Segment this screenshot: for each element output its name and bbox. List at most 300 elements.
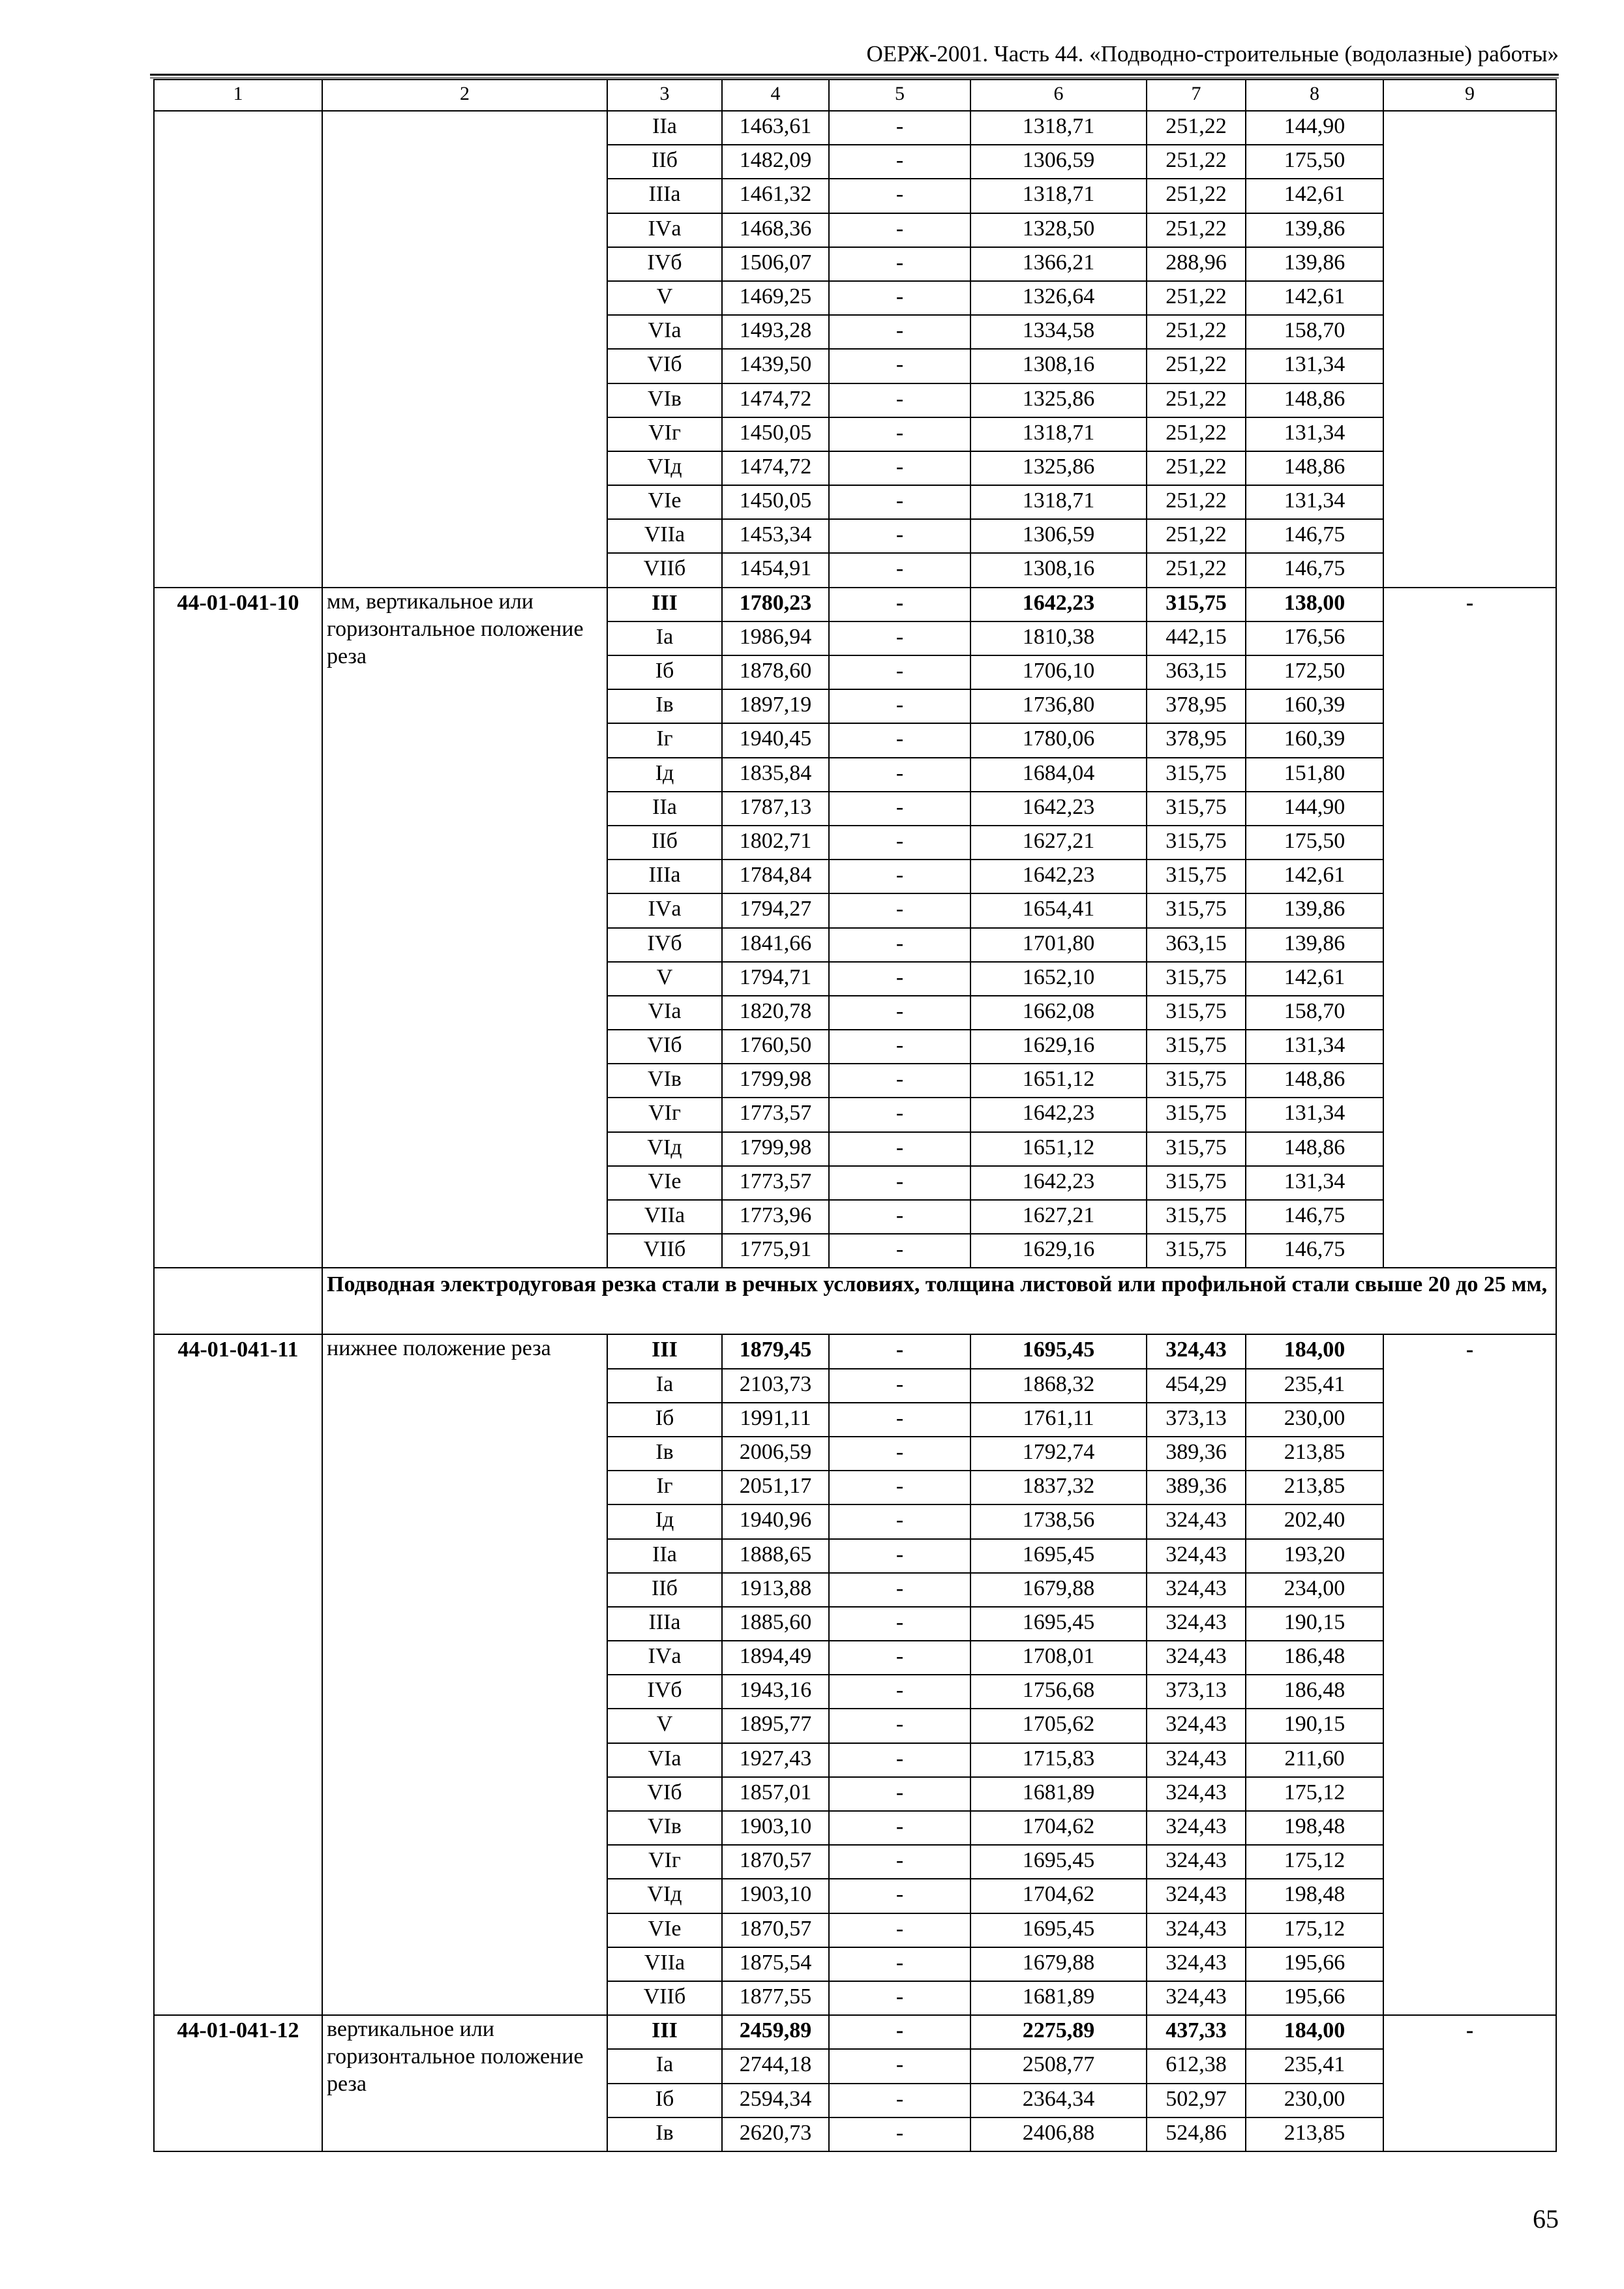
material-cost: 144,90 — [1246, 111, 1383, 145]
wage-cost: - — [829, 485, 970, 519]
material-cost: 175,50 — [1246, 826, 1383, 860]
region-code: III — [607, 2015, 722, 2049]
material-cost: 158,70 — [1246, 315, 1383, 349]
machine-cost: 1695,45 — [970, 1539, 1147, 1573]
total-cost: 1857,01 — [722, 1777, 829, 1811]
machine-cost: 1701,80 — [970, 928, 1147, 962]
operator-wage: 363,15 — [1147, 928, 1246, 962]
region-code: IVа — [607, 893, 722, 927]
machine-cost: 1325,86 — [970, 383, 1147, 417]
wage-cost: - — [829, 655, 970, 689]
material-cost: 211,60 — [1246, 1743, 1383, 1777]
operator-wage: 315,75 — [1147, 758, 1246, 792]
operator-wage: 251,22 — [1147, 145, 1246, 179]
region-code: IIа — [607, 792, 722, 826]
region-code: VIа — [607, 1743, 722, 1777]
total-cost: 1773,57 — [722, 1098, 829, 1131]
operator-wage: 251,22 — [1147, 179, 1246, 213]
operator-wage: 389,36 — [1147, 1437, 1246, 1471]
total-cost: 1875,54 — [722, 1947, 829, 1981]
wage-cost: - — [829, 588, 970, 621]
region-code: VIд — [607, 1132, 722, 1166]
machine-cost: 1629,16 — [970, 1234, 1147, 1268]
wage-cost: - — [829, 723, 970, 757]
total-cost: 2051,17 — [722, 1471, 829, 1504]
total-cost: 2620,73 — [722, 2117, 829, 2151]
machine-cost: 1318,71 — [970, 485, 1147, 519]
column-number: 5 — [829, 80, 970, 111]
total-cost: 1454,91 — [722, 553, 829, 587]
machine-cost: 1318,71 — [970, 417, 1147, 451]
total-cost: 1482,09 — [722, 145, 829, 179]
region-code: Iб — [607, 2084, 722, 2117]
region-code: IIIа — [607, 179, 722, 213]
material-cost: 235,41 — [1246, 2049, 1383, 2083]
column-number: 1 — [154, 80, 322, 111]
machine-cost: 1761,11 — [970, 1403, 1147, 1437]
wage-cost: - — [829, 519, 970, 553]
total-cost: 1897,19 — [722, 689, 829, 723]
total-cost: 1787,13 — [722, 792, 829, 826]
column-number: 9 — [1383, 80, 1556, 111]
norm-code — [154, 111, 322, 588]
operator-wage: 437,33 — [1147, 2015, 1246, 2049]
region-code: VIе — [607, 1166, 722, 1200]
material-cost: 139,86 — [1246, 247, 1383, 281]
material-cost: 148,86 — [1246, 1132, 1383, 1166]
machine-cost: 1642,23 — [970, 860, 1147, 893]
total-cost: 1841,66 — [722, 928, 829, 962]
wage-cost: - — [829, 213, 970, 247]
machine-cost: 1308,16 — [970, 349, 1147, 383]
material-cost: 186,48 — [1246, 1641, 1383, 1675]
total-cost: 1878,60 — [722, 655, 829, 689]
section-spacer-cell — [154, 1268, 322, 1334]
operator-wage: 251,22 — [1147, 213, 1246, 247]
region-code: IIб — [607, 826, 722, 860]
total-cost: 2459,89 — [722, 2015, 829, 2049]
wage-cost: - — [829, 553, 970, 587]
total-cost: 1450,05 — [722, 417, 829, 451]
wage-cost: - — [829, 860, 970, 893]
region-code: VIIб — [607, 1234, 722, 1268]
operator-wage: 251,22 — [1147, 383, 1246, 417]
machine-cost: 1736,80 — [970, 689, 1147, 723]
norm-description — [322, 111, 607, 588]
total-cost: 1802,71 — [722, 826, 829, 860]
operator-wage: 315,75 — [1147, 893, 1246, 927]
operator-wage: 315,75 — [1147, 588, 1246, 621]
table-body — [154, 80, 1556, 2151]
total-cost: 2006,59 — [722, 1437, 829, 1471]
wage-cost: - — [829, 1334, 970, 1368]
machine-cost: 1642,23 — [970, 792, 1147, 826]
machine-cost: 1695,45 — [970, 1845, 1147, 1879]
total-cost: 1888,65 — [722, 1539, 829, 1573]
region-code: Iд — [607, 1504, 722, 1538]
operator-wage: 389,36 — [1147, 1471, 1246, 1504]
region-code: IIб — [607, 145, 722, 179]
operator-wage: 315,75 — [1147, 1166, 1246, 1200]
material-cost: 131,34 — [1246, 1098, 1383, 1131]
operator-wage: 315,75 — [1147, 860, 1246, 893]
material-cost: 158,70 — [1246, 996, 1383, 1030]
operator-wage: 251,22 — [1147, 349, 1246, 383]
region-code: IVб — [607, 928, 722, 962]
region-code: Iг — [607, 723, 722, 757]
total-cost: 1799,98 — [722, 1064, 829, 1098]
material-cost: 131,34 — [1246, 417, 1383, 451]
total-cost: 1820,78 — [722, 996, 829, 1030]
table-row — [154, 111, 1556, 145]
wage-cost: - — [829, 689, 970, 723]
wage-cost: - — [829, 1166, 970, 1200]
region-code: VIб — [607, 349, 722, 383]
total-cost: 2744,18 — [722, 2049, 829, 2083]
machine-cost: 1706,10 — [970, 655, 1147, 689]
total-cost: 1870,57 — [722, 1913, 829, 1947]
total-cost: 1894,49 — [722, 1641, 829, 1675]
material-cost: 144,90 — [1246, 792, 1383, 826]
material-cost: 160,39 — [1246, 723, 1383, 757]
wage-cost: - — [829, 1675, 970, 1709]
machine-cost: 1306,59 — [970, 145, 1147, 179]
wage-cost: - — [829, 826, 970, 860]
machine-cost: 1837,32 — [970, 1471, 1147, 1504]
wage-cost: - — [829, 1030, 970, 1064]
wage-cost: - — [829, 111, 970, 145]
material-cost: 148,86 — [1246, 1064, 1383, 1098]
material-cost: 198,48 — [1246, 1879, 1383, 1913]
machine-cost: 1306,59 — [970, 519, 1147, 553]
material-cost: 138,00 — [1246, 588, 1383, 621]
wage-cost: - — [829, 2049, 970, 2083]
wage-cost: - — [829, 1098, 970, 1131]
machine-cost: 1756,68 — [970, 1675, 1147, 1709]
total-cost: 1474,72 — [722, 451, 829, 485]
operator-wage: 251,22 — [1147, 451, 1246, 485]
region-code: V — [607, 281, 722, 315]
operator-wage: 324,43 — [1147, 1539, 1246, 1573]
material-cost: 142,61 — [1246, 860, 1383, 893]
operator-wage: 324,43 — [1147, 1641, 1246, 1675]
total-cost: 1784,84 — [722, 860, 829, 893]
column-number: 3 — [607, 80, 722, 111]
wage-cost: - — [829, 758, 970, 792]
total-cost: 2594,34 — [722, 2084, 829, 2117]
operator-wage: 324,43 — [1147, 1607, 1246, 1641]
page-number: 65 — [1533, 2204, 1559, 2234]
material-cost: 195,66 — [1246, 1981, 1383, 2015]
material-cost: 139,86 — [1246, 213, 1383, 247]
region-code: VIв — [607, 1064, 722, 1098]
wage-cost: - — [829, 1437, 970, 1471]
wage-cost: - — [829, 1573, 970, 1607]
region-code: IIб — [607, 1573, 722, 1607]
operator-wage: 315,75 — [1147, 1234, 1246, 1268]
operator-wage: 251,22 — [1147, 417, 1246, 451]
operator-wage: 315,75 — [1147, 1098, 1246, 1131]
machine-cost: 2275,89 — [970, 2015, 1147, 2049]
machine-cost: 1704,62 — [970, 1811, 1147, 1845]
machine-cost: 1651,12 — [970, 1064, 1147, 1098]
table-row — [154, 2015, 1556, 2049]
wage-cost: - — [829, 1471, 970, 1504]
total-cost: 1773,96 — [722, 1200, 829, 1234]
wage-cost: - — [829, 1947, 970, 1981]
wage-cost: - — [829, 621, 970, 655]
wage-cost: - — [829, 179, 970, 213]
region-code: VIа — [607, 996, 722, 1030]
region-code: III — [607, 1334, 722, 1368]
machine-cost: 1681,89 — [970, 1777, 1147, 1811]
region-code: VIд — [607, 451, 722, 485]
material-cost: 175,12 — [1246, 1777, 1383, 1811]
wage-cost: - — [829, 1607, 970, 1641]
region-code: Iб — [607, 1403, 722, 1437]
operator-wage: 251,22 — [1147, 315, 1246, 349]
table-row — [154, 588, 1556, 621]
material-cost: 139,86 — [1246, 928, 1383, 962]
wage-cost: - — [829, 893, 970, 927]
wage-cost: - — [829, 1709, 970, 1743]
wage-cost: - — [829, 315, 970, 349]
wage-cost: - — [829, 1504, 970, 1538]
total-cost: 1775,91 — [722, 1234, 829, 1268]
material-cost: 146,75 — [1246, 1234, 1383, 1268]
material-cost: 148,86 — [1246, 451, 1383, 485]
machine-cost: 1654,41 — [970, 893, 1147, 927]
region-code: VIг — [607, 1098, 722, 1131]
operator-wage: 315,75 — [1147, 1030, 1246, 1064]
material-cost: 175,50 — [1246, 145, 1383, 179]
total-cost: 1991,11 — [722, 1403, 829, 1437]
total-cost: 1877,55 — [722, 1981, 829, 2015]
region-code: VIе — [607, 485, 722, 519]
region-code: Iв — [607, 2117, 722, 2151]
region-code: VIб — [607, 1030, 722, 1064]
operator-wage: 324,43 — [1147, 1913, 1246, 1947]
norm-description: мм, вертикальное или горизонтальное положение реза — [322, 588, 607, 1268]
machine-cost: 1334,58 — [970, 315, 1147, 349]
total-cost: 1780,23 — [722, 588, 829, 621]
region-code: VIIб — [607, 553, 722, 587]
machine-cost: 1780,06 — [970, 723, 1147, 757]
operator-wage: 324,43 — [1147, 1573, 1246, 1607]
region-code: Iа — [607, 2049, 722, 2083]
machine-cost: 1627,21 — [970, 826, 1147, 860]
region-code: VIг — [607, 1845, 722, 1879]
machine-cost: 1738,56 — [970, 1504, 1147, 1538]
column-number: 6 — [970, 80, 1147, 111]
wage-cost: - — [829, 1200, 970, 1234]
machine-cost: 1681,89 — [970, 1981, 1147, 2015]
operator-wage: 378,95 — [1147, 723, 1246, 757]
operator-wage: 251,22 — [1147, 519, 1246, 553]
operator-wage: 324,43 — [1147, 1743, 1246, 1777]
wage-cost: - — [829, 1641, 970, 1675]
operator-wage: 373,13 — [1147, 1403, 1246, 1437]
wage-cost: - — [829, 145, 970, 179]
operator-wage: 324,43 — [1147, 1845, 1246, 1879]
region-code: VIа — [607, 315, 722, 349]
wage-cost: - — [829, 1369, 970, 1403]
total-cost: 1794,71 — [722, 962, 829, 996]
wage-cost: - — [829, 1981, 970, 2015]
region-code: VIе — [607, 1913, 722, 1947]
operator-wage: 442,15 — [1147, 621, 1246, 655]
machine-cost: 1679,88 — [970, 1573, 1147, 1607]
operator-wage: 251,22 — [1147, 485, 1246, 519]
material-cost: 230,00 — [1246, 1403, 1383, 1437]
material-cost: 235,41 — [1246, 1369, 1383, 1403]
machine-cost: 1704,62 — [970, 1879, 1147, 1913]
column-number: 8 — [1246, 80, 1383, 111]
total-cost: 1461,32 — [722, 179, 829, 213]
material-cost: 176,56 — [1246, 621, 1383, 655]
total-cost: 1463,61 — [722, 111, 829, 145]
machine-cost: 1642,23 — [970, 1098, 1147, 1131]
machine-cost: 1308,16 — [970, 553, 1147, 587]
operator-wage: 251,22 — [1147, 553, 1246, 587]
total-cost: 1450,05 — [722, 485, 829, 519]
machine-cost: 1652,10 — [970, 962, 1147, 996]
column-9-value: - — [1383, 1334, 1556, 2015]
norm-description: нижнее положение реза — [322, 1334, 607, 2015]
total-cost: 1903,10 — [722, 1811, 829, 1845]
column-9-value — [1383, 111, 1556, 588]
region-code: VIг — [607, 417, 722, 451]
wage-cost: - — [829, 1777, 970, 1811]
operator-wage: 315,75 — [1147, 1200, 1246, 1234]
operator-wage: 315,75 — [1147, 826, 1246, 860]
norms-table — [153, 79, 1557, 2152]
region-code: VIIа — [607, 519, 722, 553]
column-9-value: - — [1383, 2015, 1556, 2151]
wage-cost: - — [829, 1743, 970, 1777]
machine-cost: 1684,04 — [970, 758, 1147, 792]
material-cost: 131,34 — [1246, 1030, 1383, 1064]
region-code: VIб — [607, 1777, 722, 1811]
wage-cost: - — [829, 792, 970, 826]
region-code: IVб — [607, 1675, 722, 1709]
operator-wage: 315,75 — [1147, 962, 1246, 996]
column-number: 4 — [722, 80, 829, 111]
column-number: 2 — [322, 80, 607, 111]
operator-wage: 324,43 — [1147, 1334, 1246, 1368]
region-code: VIIб — [607, 1981, 722, 2015]
machine-cost: 1695,45 — [970, 1913, 1147, 1947]
wage-cost: - — [829, 417, 970, 451]
wage-cost: - — [829, 1879, 970, 1913]
total-cost: 2103,73 — [722, 1369, 829, 1403]
wage-cost: - — [829, 1811, 970, 1845]
operator-wage: 324,43 — [1147, 1504, 1246, 1538]
region-code: IVа — [607, 213, 722, 247]
norm-code: 44-01-041-12 — [154, 2015, 322, 2151]
machine-cost: 1810,38 — [970, 621, 1147, 655]
operator-wage: 378,95 — [1147, 689, 1246, 723]
material-cost: 186,48 — [1246, 1675, 1383, 1709]
norm-code: 44-01-041-11 — [154, 1334, 322, 2015]
operator-wage: 502,97 — [1147, 2084, 1246, 2117]
machine-cost: 1868,32 — [970, 1369, 1147, 1403]
total-cost: 1940,96 — [722, 1504, 829, 1538]
total-cost: 1913,88 — [722, 1573, 829, 1607]
material-cost: 184,00 — [1246, 1334, 1383, 1368]
operator-wage: 324,43 — [1147, 1947, 1246, 1981]
material-cost: 175,12 — [1246, 1845, 1383, 1879]
material-cost: 142,61 — [1246, 281, 1383, 315]
total-cost: 1773,57 — [722, 1166, 829, 1200]
machine-cost: 2406,88 — [970, 2117, 1147, 2151]
total-cost: 1903,10 — [722, 1879, 829, 1913]
total-cost: 1794,27 — [722, 893, 829, 927]
material-cost: 184,00 — [1246, 2015, 1383, 2049]
operator-wage: 612,38 — [1147, 2049, 1246, 2083]
operator-wage: 315,75 — [1147, 1132, 1246, 1166]
total-cost: 1468,36 — [722, 213, 829, 247]
material-cost: 230,00 — [1246, 2084, 1383, 2117]
norm-code: 44-01-041-10 — [154, 588, 322, 1268]
machine-cost: 1695,45 — [970, 1334, 1147, 1368]
material-cost: 198,48 — [1246, 1811, 1383, 1845]
total-cost: 1927,43 — [722, 1743, 829, 1777]
material-cost: 131,34 — [1246, 1166, 1383, 1200]
operator-wage: 315,75 — [1147, 996, 1246, 1030]
material-cost: 172,50 — [1246, 655, 1383, 689]
wage-cost: - — [829, 349, 970, 383]
operator-wage: 315,75 — [1147, 1064, 1246, 1098]
total-cost: 1943,16 — [722, 1675, 829, 1709]
material-cost: 190,15 — [1246, 1709, 1383, 1743]
total-cost: 1469,25 — [722, 281, 829, 315]
total-cost: 1879,45 — [722, 1334, 829, 1368]
region-code: IVа — [607, 1641, 722, 1675]
total-cost: 1493,28 — [722, 315, 829, 349]
total-cost: 1506,07 — [722, 247, 829, 281]
total-cost: 1474,72 — [722, 383, 829, 417]
machine-cost: 1325,86 — [970, 451, 1147, 485]
material-cost: 151,80 — [1246, 758, 1383, 792]
machine-cost: 1642,23 — [970, 588, 1147, 621]
region-code: Iд — [607, 758, 722, 792]
column-9-value: - — [1383, 588, 1556, 1268]
region-code: VIIа — [607, 1200, 722, 1234]
total-cost: 1870,57 — [722, 1845, 829, 1879]
material-cost: 146,75 — [1246, 519, 1383, 553]
operator-wage: 454,29 — [1147, 1369, 1246, 1403]
wage-cost: - — [829, 1845, 970, 1879]
wage-cost: - — [829, 383, 970, 417]
machine-cost: 1651,12 — [970, 1132, 1147, 1166]
material-cost: 190,15 — [1246, 1607, 1383, 1641]
section-heading-row — [154, 1268, 1556, 1334]
material-cost: 213,85 — [1246, 1471, 1383, 1504]
region-code: VIв — [607, 1811, 722, 1845]
total-cost: 1986,94 — [722, 621, 829, 655]
operator-wage: 315,75 — [1147, 792, 1246, 826]
machine-cost: 1366,21 — [970, 247, 1147, 281]
total-cost: 1885,60 — [722, 1607, 829, 1641]
machine-cost: 1629,16 — [970, 1030, 1147, 1064]
column-number: 7 — [1147, 80, 1246, 111]
operator-wage: 324,43 — [1147, 1777, 1246, 1811]
wage-cost: - — [829, 2084, 970, 2117]
wage-cost: - — [829, 1064, 970, 1098]
machine-cost: 1705,62 — [970, 1709, 1147, 1743]
machine-cost: 1662,08 — [970, 996, 1147, 1030]
